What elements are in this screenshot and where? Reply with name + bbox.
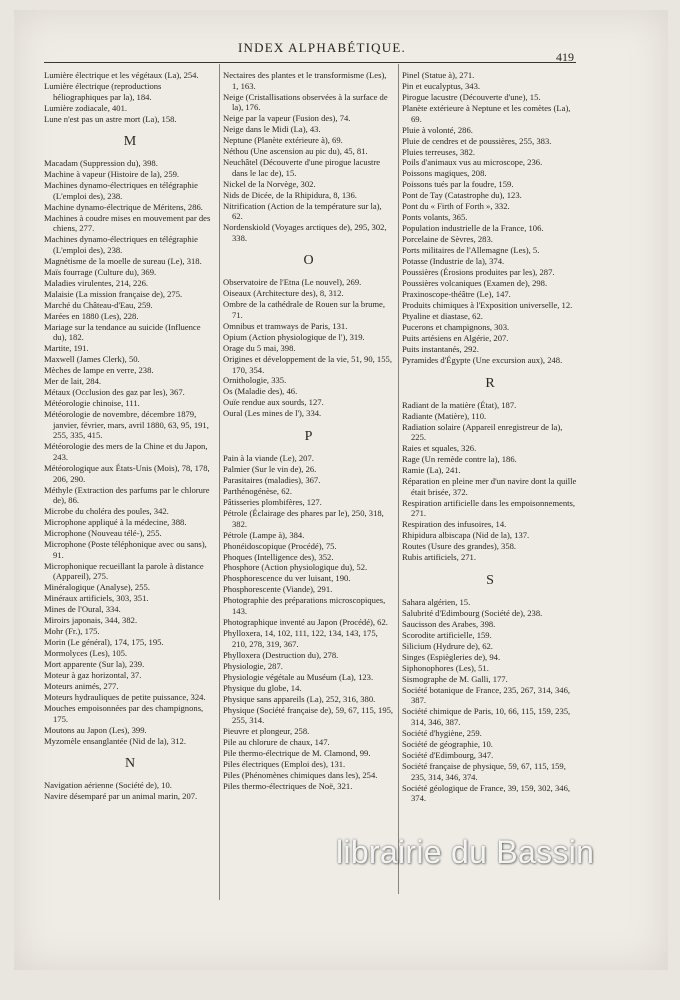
index-entry: Palmier (Sur le vin de), 26. bbox=[223, 464, 317, 475]
index-entry: Pain à la viande (Le), 207. bbox=[223, 453, 314, 464]
index-entry: Nectaires des plantes et le transformisme (Les), 1, 163. bbox=[223, 70, 387, 91]
index-entry: Pâtisseries plombifères, 127. bbox=[223, 496, 322, 507]
index-entry: Météorologie chinoise, 111. bbox=[44, 398, 140, 409]
index-entry: Pont de Tay (Catastrophe du), 123. bbox=[402, 190, 522, 201]
index-entry: Oiseaux (Architecture des), 8, 312. bbox=[223, 288, 344, 299]
index-entry: Photographique inventé au Japon (Procédé), 62. bbox=[223, 617, 388, 628]
index-entry: Microphone appliqué à la médecine, 388. bbox=[44, 517, 187, 528]
index-entry: Poussières volcaniques (Examen de), 298. bbox=[402, 278, 548, 289]
index-entry: Microphonique recueillant la parole à distance (Appareil), 275. bbox=[44, 560, 204, 582]
index-entry: Piles thermo-électriques de Noë, 321. bbox=[223, 781, 353, 791]
index-entry: Neige (Cristallisations observées à la surface de la), 176. bbox=[223, 91, 388, 113]
index-entry: Orage du 5 mai, 398. bbox=[223, 342, 296, 353]
index-entry: Routes (Usure des grandes), 358. bbox=[402, 541, 517, 552]
index-entry: Ponts volants, 365. bbox=[402, 212, 468, 223]
index-entry: Maïs fourrage (Culture du), 369. bbox=[44, 266, 157, 277]
index-entry: Myzomèle ensanglantée (Nid de la), 312. bbox=[44, 735, 186, 746]
index-entry: Météorologique aux États-Unis (Mois), 78, 178, 206, 290. bbox=[44, 462, 210, 484]
index-entry: Métaux (Occlusion des gaz par les), 367. bbox=[44, 387, 185, 398]
index-entry: Mouches empoisonnées par des champignons, 175. bbox=[44, 703, 204, 724]
index-entry: Mines de l'Oural, 334. bbox=[44, 604, 121, 615]
index-entry: Praxinoscope-théâtre (Le), 147. bbox=[402, 289, 511, 300]
index-entry: Singes (Espiègleries de), 94. bbox=[402, 651, 501, 662]
index-entry: Maladies virulentes, 214, 226. bbox=[44, 277, 149, 288]
index-entry: Phosphorescente (Viande), 291. bbox=[223, 584, 333, 595]
index-entry: Météorologie des mers de la Chine et du Japon, 243. bbox=[44, 441, 208, 462]
index-entry: Respiration artificielle dans les empoisonnements, 271. bbox=[402, 497, 576, 519]
index-entry: Poissons magiques, 208. bbox=[402, 168, 487, 179]
index-entry: Siphonophores (Les), 51. bbox=[402, 662, 489, 673]
index-entry: Mohr (Fr.), 175. bbox=[44, 626, 100, 637]
index-entry: Pétrole (Lampe à), 384. bbox=[223, 529, 305, 540]
index-entry: Neige par la vapeur (Fusion des), 74. bbox=[223, 113, 351, 124]
index-entry: Lumière électrique (reproductions héliographiques par la), 184. bbox=[44, 80, 162, 102]
index-entry: Potasse (Industrie de la), 374. bbox=[402, 256, 505, 267]
index-entry: Puits artésiens en Algérie, 207. bbox=[402, 333, 509, 344]
index-entry: Poils d'animaux vus au microscope, 236. bbox=[402, 157, 543, 168]
index-entry: Minéraux artificiels, 303, 351. bbox=[44, 593, 149, 604]
section-letter-heading: M bbox=[123, 134, 137, 150]
index-entry: Raies et squales, 326. bbox=[402, 443, 477, 454]
index-entry: Microbe du choléra des poules, 342. bbox=[44, 506, 169, 517]
section-letter-heading: R bbox=[485, 375, 495, 391]
index-entry: Pétrole (Éclairage des phares par le), 250, 318, 382. bbox=[223, 507, 384, 529]
index-entry: Nordenskiold (Voyages arctiques de), 295, 302, 338. bbox=[223, 222, 387, 243]
index-entry: Ptyaline et diastase, 62. bbox=[402, 311, 483, 322]
index-entry: Société d'Edimbourg, 347. bbox=[402, 750, 494, 760]
index-entry: Machine dynamo-électrique de Méritens, 286. bbox=[44, 201, 203, 212]
index-entry: Sismographe de M. Galli, 177. bbox=[402, 673, 508, 684]
index-entry: Rage (Un remède contre la), 186. bbox=[402, 454, 517, 465]
index-entry: Pluie de cendres et de poussières, 255, 383. bbox=[402, 135, 552, 146]
index-entry: Pucerons et champignons, 303. bbox=[402, 322, 510, 333]
index-entry: Microphone (Nouveau télé-), 255. bbox=[44, 528, 162, 539]
index-entry: Marché du Château-d'Eau, 259. bbox=[44, 299, 153, 310]
index-entry: Réparation en pleine mer d'un navire dont la quille était brisée, 372. bbox=[402, 476, 577, 497]
index-entry: Machines dynamo-électriques en télégraphie (L'emploi des), 238. bbox=[44, 234, 198, 255]
index-entry: Ramie (La), 241. bbox=[402, 465, 461, 476]
index-entry: Moteur à gaz horizontal, 37. bbox=[44, 670, 142, 681]
index-entry: Poussières (Érosions produites par les), 287. bbox=[402, 267, 555, 278]
index-entry: Planète extérieure à Neptune et les comètes (La), 69. bbox=[402, 102, 571, 124]
index-entry: Minéralogique (Analyse), 255. bbox=[44, 582, 150, 593]
index-entry: Silicium (Hydrure de), 62. bbox=[402, 640, 493, 651]
index-entry: Macadam (Suppression du), 398. bbox=[44, 158, 158, 169]
index-entry: Observatoire de l'Etna (Le nouvel), 269. bbox=[223, 277, 362, 288]
index-entry: Rhipidura albiscapa (Nid de la), 137. bbox=[402, 530, 530, 541]
index-entry: Morin (Le général), 174, 175, 195. bbox=[44, 637, 164, 648]
index-entry: Maxwell (James Clerk), 50. bbox=[44, 354, 140, 365]
index-entry: Moutons au Japon (Les), 399. bbox=[44, 724, 147, 735]
index-entry: Néthou (Une ascension au pic du), 45, 81. bbox=[223, 146, 368, 157]
index-entry: Pluies terreuses, 382. bbox=[402, 146, 476, 157]
index-entry: Mer de lait, 284. bbox=[44, 376, 102, 387]
index-entry: Malaisie (La mission française de), 275. bbox=[44, 288, 183, 299]
section-letter-heading: O bbox=[303, 253, 314, 269]
seller-watermark: librairie du Bassin bbox=[336, 834, 595, 870]
index-entry: Ouïe rendue aux sourds, 127. bbox=[223, 397, 324, 408]
index-entry: Produits chimiques à l'Exposition universelle, 12. bbox=[402, 300, 573, 311]
index-entry: Piles (Phénomènes chimiques dans les), 254. bbox=[223, 770, 378, 781]
index-entry: Lumière zodiacale, 401. bbox=[44, 102, 128, 113]
index-entry: Radiant de la matière (État), 187. bbox=[402, 399, 517, 410]
index-entry: Mèches de lampe en verre, 238. bbox=[44, 365, 154, 376]
index-entry: Origines et développement de la vie, 51, 90, 155, 170, 354. bbox=[223, 353, 392, 375]
index-entry: Machines dynamo-électriques en télégraphie (L'emploi des), 238. bbox=[44, 180, 198, 201]
index-entry: Société géologique de France, 39, 159, 302, 346, 374. bbox=[402, 782, 571, 804]
index-column-1 bbox=[44, 70, 216, 802]
index-entry: Machines à coudre mises en mouvement par des chiens, 277. bbox=[44, 212, 211, 234]
index-entry: Société de géographie, 10. bbox=[402, 739, 493, 750]
index-entry: Navire désemparé par un animal marin, 207. bbox=[44, 791, 198, 802]
index-entry: Moteurs hydrauliques de petite puissance, 324. bbox=[44, 692, 206, 703]
index-entry: Pirogue lacustre (Découverte d'une), 15. bbox=[402, 91, 541, 102]
index-entry: Omnibus et tramways de Paris, 131. bbox=[223, 320, 348, 331]
index-entry: Parasitaires (maladies), 367. bbox=[223, 475, 321, 485]
index-entry: Ombre de la cathédrale de Rouen sur la brume, 71. bbox=[223, 299, 386, 320]
index-column-2 bbox=[223, 70, 394, 792]
index-entry: Mort apparente (Sur la), 239. bbox=[44, 659, 145, 670]
index-entry: Porcelaine de Sèvres, 283. bbox=[402, 234, 493, 245]
index-entry: Respiration des infusoires, 14. bbox=[402, 519, 507, 530]
index-entry: Phoques (Intelligence des), 352. bbox=[223, 551, 334, 562]
index-entry: Opium (Action physiologique de l'), 319. bbox=[223, 331, 365, 342]
index-entry: Pieuvre et plongeur, 258. bbox=[223, 726, 310, 737]
index-entry: Nitrification (Action de la température sur la), 62. bbox=[223, 200, 382, 222]
index-entry: Sahara algérien, 15. bbox=[402, 597, 471, 607]
index-entry: Physique (Société française de), 59, 67, 115, 195, 255, 314. bbox=[223, 704, 394, 726]
index-entry: Neige dans le Midi (La), 43. bbox=[223, 124, 321, 135]
index-entry: Saucisson des Arabes, 398. bbox=[402, 618, 496, 629]
index-entry: Moteurs animés, 277. bbox=[44, 681, 119, 692]
index-entry: Salubrité d'Edimbourg (Société de), 238. bbox=[402, 607, 543, 618]
index-entry: Mormolyces (Les), 105. bbox=[44, 648, 128, 659]
index-entry: Magnétisme de la moelle de sureau (Le), 318. bbox=[44, 255, 202, 266]
index-entry: Population industrielle de la France, 106. bbox=[402, 223, 544, 234]
index-entry: Phylloxera, 14, 102, 111, 122, 134, 143, 175, 210, 278, 319, 367. bbox=[223, 628, 378, 649]
index-entry: Physiologie, 287. bbox=[223, 660, 283, 671]
index-entry: Pile thermo-électrique de M. Clamond, 99. bbox=[223, 748, 371, 759]
header-rule bbox=[44, 62, 576, 63]
index-entry: Physiologie végétale au Muséum (La), 123. bbox=[223, 671, 374, 682]
index-entry: Pont du « Firth of Forth », 332. bbox=[402, 201, 510, 212]
index-entry: Scorodite artificielle, 159. bbox=[402, 629, 492, 640]
index-entry: Phosphore (Action physiologique du), 52. bbox=[223, 562, 368, 573]
index-entry: Poissons tués par la foudre, 159. bbox=[402, 179, 514, 190]
index-entry: Neuchâtel (Découverte d'une pirogue lacustre dans le lac de), 15. bbox=[223, 157, 381, 178]
index-entry: Nids de Dicée, de la Rhipidura, 8, 136. bbox=[223, 189, 357, 200]
index-entry: Neptune (Planète extérieure à), 69. bbox=[223, 135, 343, 146]
index-entry: Lumière électrique et les végétaux (La), 254. bbox=[44, 70, 199, 80]
index-entry: Ornithologie, 335. bbox=[223, 375, 287, 386]
index-entry: Photographie des préparations microscopiques, 143. bbox=[223, 595, 386, 617]
index-entry: Méthyle (Extraction des parfums par le chlorure de), 86. bbox=[44, 484, 210, 506]
running-header-title: INDEX ALPHABÉTIQUE. bbox=[238, 40, 406, 55]
index-entry: Parthénogénèse, 62. bbox=[223, 485, 292, 496]
index-entry: Miroirs japonais, 344, 382. bbox=[44, 615, 138, 626]
index-entry: Phonéidoscopique (Procédé), 75. bbox=[223, 540, 337, 551]
index-entry: Société botanique de France, 235, 267, 314, 346, 387. bbox=[402, 684, 571, 706]
index-entry: Pin et eucalyptus, 343. bbox=[402, 80, 481, 91]
column-divider-2 bbox=[398, 64, 399, 894]
index-entry: Physique sans appareils (La), 252, 316, 380. bbox=[223, 693, 376, 704]
index-entry: Os (Maladie des), 46. bbox=[223, 386, 298, 397]
index-entry: Nickel de la Norvège, 302. bbox=[223, 178, 316, 189]
index-entry: Radiante (Matière), 110. bbox=[402, 410, 487, 421]
index-entry: Phosphorescence du ver luisant, 190. bbox=[223, 573, 351, 584]
index-entry: Radiation solaire (Appareil enregistreur de la), 225. bbox=[402, 421, 563, 443]
index-column-3 bbox=[402, 70, 578, 804]
index-entry: Pluie à volonté, 286. bbox=[402, 124, 473, 135]
index-entry: Société française de physique, 59, 67, 115, 159, 235, 314, 346, 374. bbox=[402, 760, 566, 782]
index-entry: Microphone (Poste téléphonique avec ou sans), 91. bbox=[44, 539, 207, 560]
page-number: 419 bbox=[556, 50, 574, 64]
index-entry: Piles électriques (Emploi des), 131. bbox=[223, 759, 346, 770]
column-divider-1 bbox=[219, 64, 220, 900]
index-entry: Marées en 1880 (Les), 228. bbox=[44, 310, 139, 321]
index-entry: Physique du globe, 14. bbox=[223, 682, 302, 693]
section-letter-heading: S bbox=[486, 573, 494, 588]
index-entry: Navigation aérienne (Société de), 10. bbox=[44, 780, 172, 791]
index-entry: Martite, 191. bbox=[44, 343, 89, 354]
index-entry: Pinel (Statue à), 271. bbox=[402, 70, 475, 80]
index-entry: Oural (Les mines de l'), 334. bbox=[223, 408, 322, 419]
index-entry: Puits instantanés, 292. bbox=[402, 344, 479, 355]
index-entry: Pyramides d'Égypte (Une excursion aux), 248. bbox=[402, 355, 563, 366]
index-entry: Phylloxera (Destruction du), 278. bbox=[223, 649, 339, 660]
index-entry: Société chimique de Paris, 10, 66, 115, 159, 235, 314, 346, 387. bbox=[402, 706, 571, 728]
section-letter-heading: P bbox=[304, 429, 313, 445]
index-entry: Société d'hygiène, 259. bbox=[402, 728, 482, 739]
index-entry: Lune n'est pas un astre mort (La), 158. bbox=[44, 113, 177, 124]
index-entry: Ports militaires de l'Allemagne (Les), 5. bbox=[402, 245, 540, 256]
index-entry: Machine à vapeur (Histoire de la), 259. bbox=[44, 169, 180, 180]
index-entry: Mariage sur la tendance au suicide (Influence du), 182. bbox=[44, 321, 201, 343]
index-entry: Rubis artificiels, 271. bbox=[402, 552, 476, 563]
index-entry: Pile au chlorure de chaux, 147. bbox=[223, 737, 330, 748]
index-entry: Météorologie de novembre, décembre 1879, janvier, février, mars, avril 1880, 63, 95, 191, 255, 335, 415. bbox=[44, 409, 209, 441]
section-letter-heading: N bbox=[124, 756, 136, 772]
